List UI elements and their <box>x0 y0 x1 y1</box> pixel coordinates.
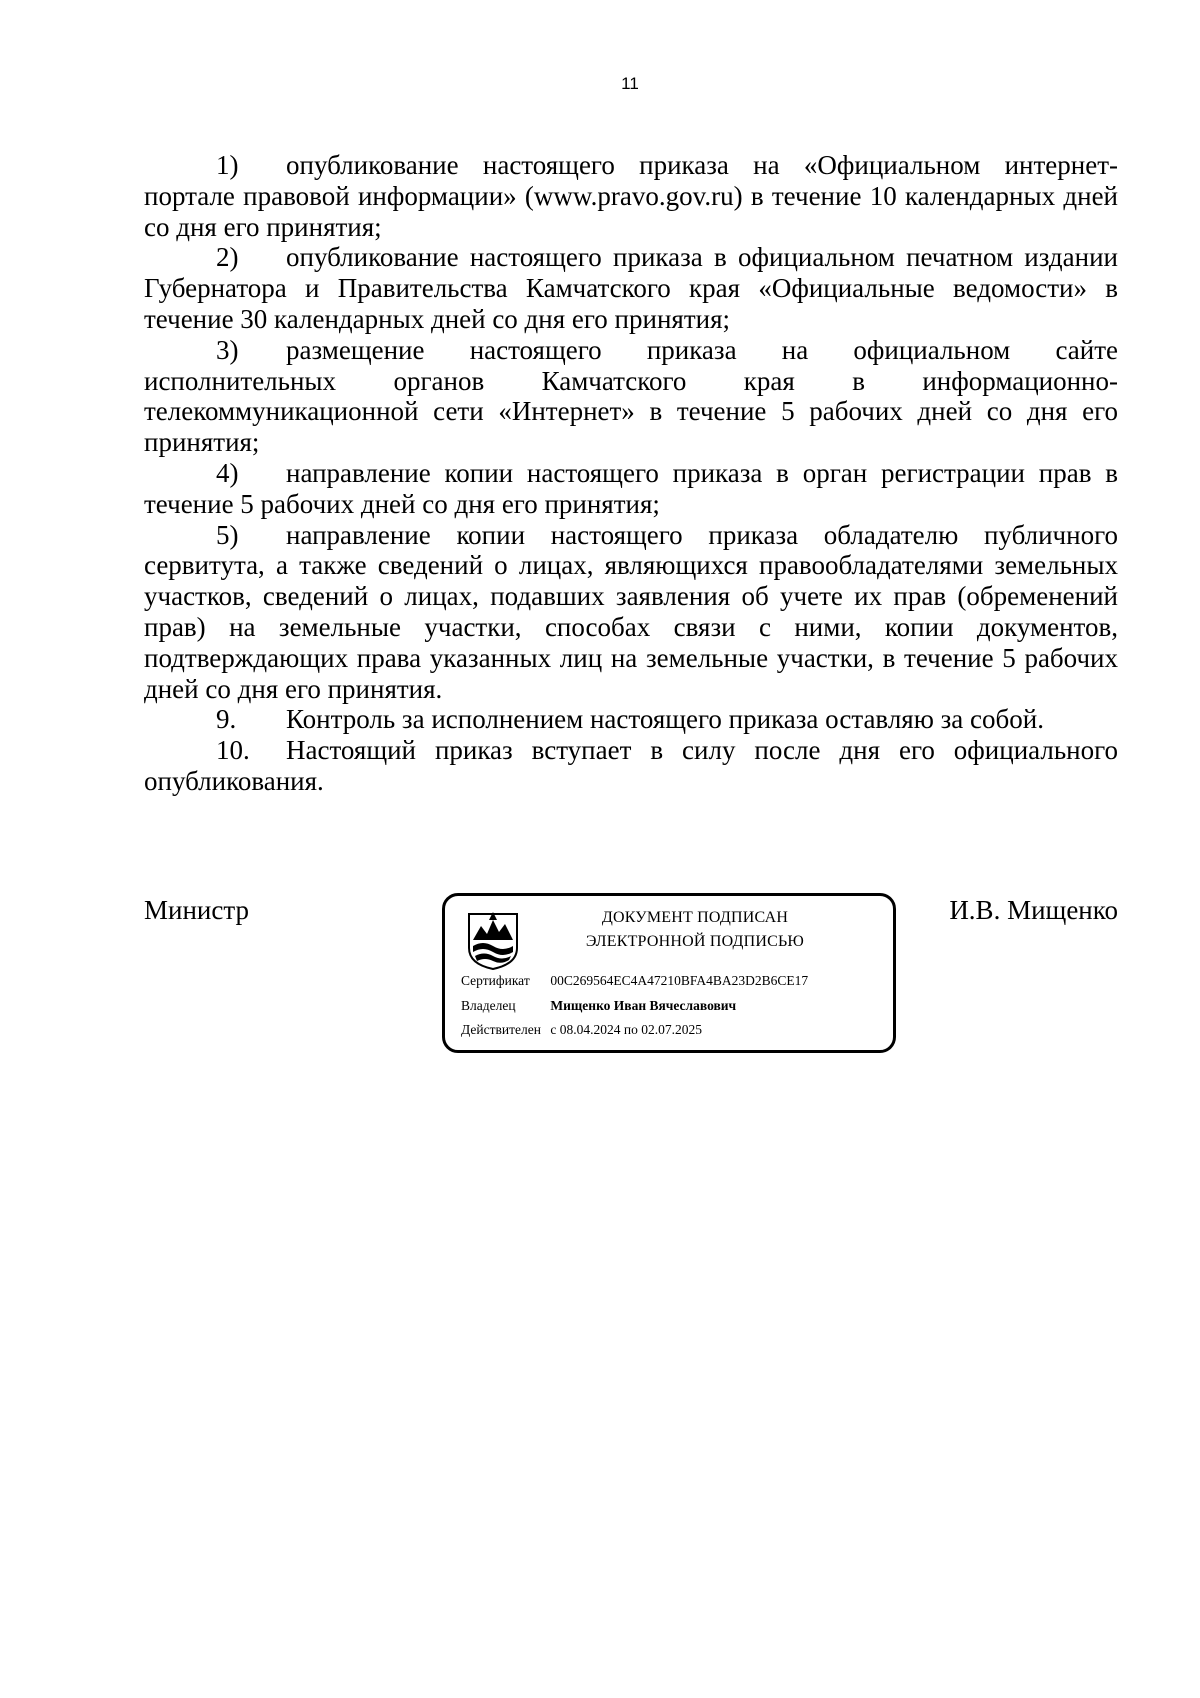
item-text: опубликование настоящего приказа в официальном печатном издании Губернатора и Правительства Камчатского края «Официальные ведомости» в течение 30 календарных дней со дня его принятия; <box>144 242 1118 334</box>
certificate-value: 00C269564EC4A47210BFA4BA23D2B6CE17 <box>550 973 809 988</box>
item-number: 4) <box>216 457 239 488</box>
owner-row <box>461 998 736 1014</box>
item-number: 3) <box>216 334 239 365</box>
item-text: направление копии настоящего приказа обладателю публичного сервитута, а также сведений о лицах, являющихся правообладателями земельных участков, сведений о лицах, подавших заявления об учете их прав (обременений прав) на земельные участки, способах связи с ними, копии документов, подтверждающих права указанных лиц на земельные участки, в течение 5 рабочих дней со дня его принятия. <box>144 519 1118 704</box>
signatory-position: Министр <box>144 895 249 925</box>
kamchatka-coat-of-arms-icon <box>467 908 519 970</box>
list-item <box>144 150 1118 242</box>
stamp-title <box>525 906 865 954</box>
item-number: 9. <box>216 704 237 735</box>
page-number: 11 <box>621 74 639 93</box>
validity-value: с 08.04.2024 по 02.07.2025 <box>550 1022 702 1037</box>
stamp-title-line: ДОКУМЕНТ ПОДПИСАН <box>601 909 789 926</box>
item-number: 2) <box>216 242 239 273</box>
list-item <box>144 520 1118 705</box>
document-body <box>144 150 1118 797</box>
item-text: Настоящий приказ вступает в силу после дня его официального опубликования. <box>144 735 1118 796</box>
certificate-label: Сертификат <box>461 973 530 988</box>
stamp-title-line: ЭЛЕКТРОННОЙ ПОДПИСЬЮ <box>585 933 805 950</box>
list-item <box>144 704 1118 735</box>
validity-row <box>461 1022 702 1038</box>
electronic-signature-stamp <box>442 893 896 1053</box>
item-text: размещение настоящего приказа на официальном сайте исполнительных органов Камчатского края в информационно-телекоммуникационной сети «Интернет» в течение 5 рабочих дней со дня его принятия; <box>144 334 1118 458</box>
item-number: 10. <box>216 735 250 766</box>
owner-value: Мищенко Иван Вячеславович <box>550 998 737 1013</box>
list-item <box>144 458 1118 520</box>
certificate-row <box>461 973 808 989</box>
item-number: 5) <box>216 519 239 550</box>
owner-label: Владелец <box>461 998 516 1013</box>
item-text: направление копии настоящего приказа в орган регистрации прав в течение 5 рабочих дней со дня его принятия; <box>144 457 1118 519</box>
list-item <box>144 242 1118 334</box>
validity-label: Действителен <box>461 1022 541 1037</box>
item-text: опубликование настоящего приказа на «Официальном интернет-портале правовой информации» (www.pravo.gov.ru) в течение 10 календарных дней со дня его принятия; <box>144 150 1118 242</box>
signatory-name: И.В. Мищенко <box>949 895 1118 925</box>
item-text: Контроль за исполнением настоящего приказа оставляю за собой. <box>286 704 1044 735</box>
item-number: 1) <box>216 150 239 180</box>
list-item <box>144 735 1118 797</box>
list-item <box>144 335 1118 458</box>
